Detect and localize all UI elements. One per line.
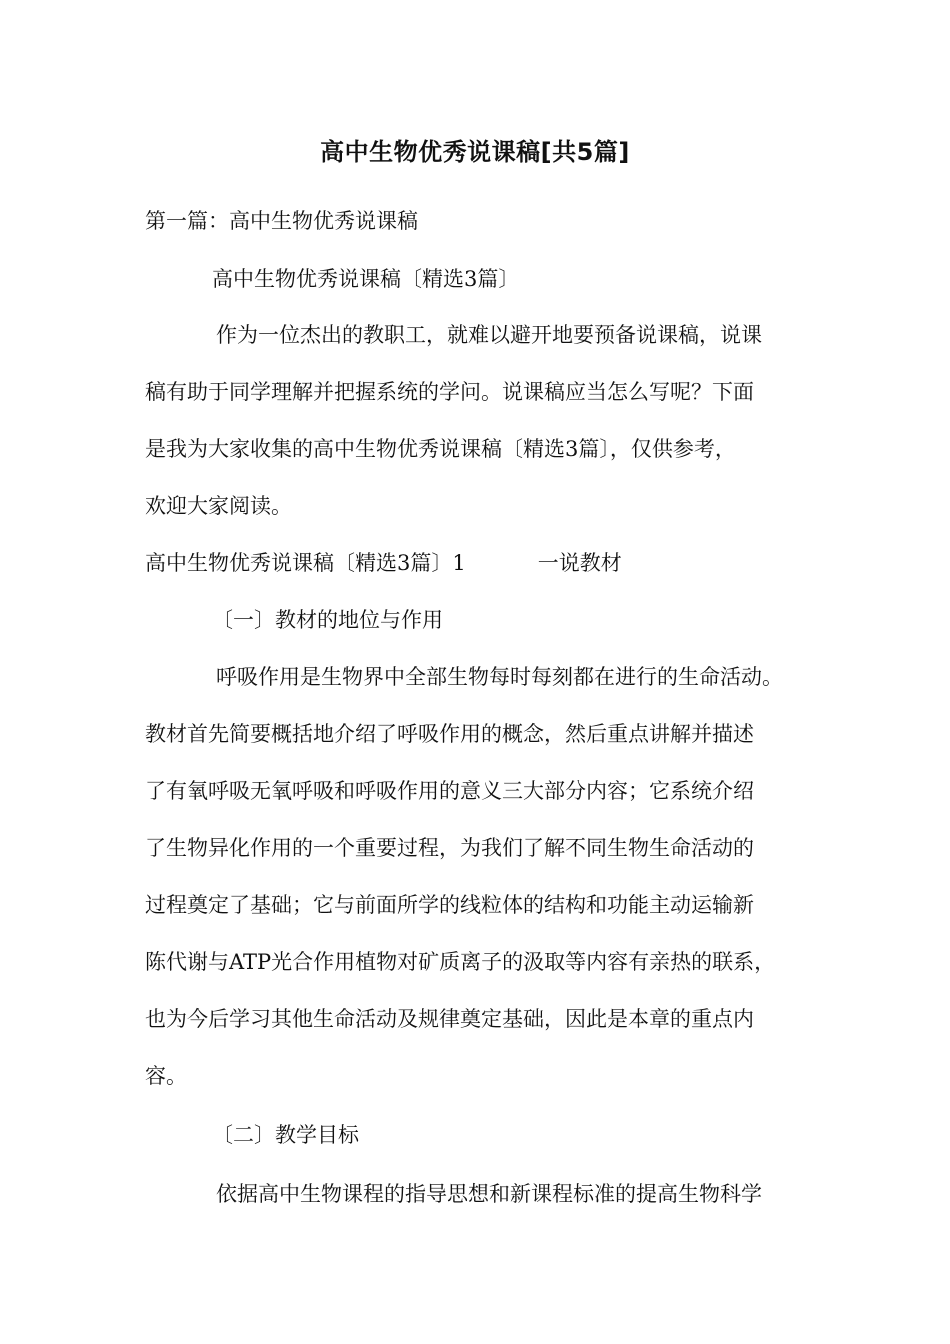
paragraph-line: 教材首先简要概括地介绍了呼吸作用的概念，然后重点讲解并描述: [145, 722, 754, 746]
paragraph-line: 是我为大家收集的高中生物优秀说课稿〔精选3篇〕，仅供参考，: [145, 437, 736, 461]
paragraph-line: 容。: [145, 1064, 187, 1088]
subsection-heading: 〔二〕教学目标: [212, 1123, 359, 1147]
paragraph-line: 欢迎大家阅读。: [145, 494, 292, 518]
subheading: 高中生物优秀说课稿〔精选3篇〕: [212, 267, 520, 291]
section-heading-row: [145, 548, 622, 578]
section-subheading: 一说教材: [537, 551, 622, 575]
paragraph-line: 稿有助于同学理解并把握系统的学问。说课稿应当怎么写呢？下面: [145, 380, 754, 404]
paragraph-line: 了生物异化作用的一个重要过程，为我们了解不同生物生命活动的: [145, 836, 754, 860]
section-heading: 高中生物优秀说课稿〔精选3篇〕1: [145, 551, 466, 575]
paragraph-line: 依据高中生物课程的指导思想和新课程标准的提高生物科学: [216, 1182, 762, 1206]
chapter-heading: 第一篇：高中生物优秀说课稿: [145, 209, 418, 233]
paragraph-line: 陈代谢与ATP光合作用植物对矿质离子的汲取等内容有亲热的联系，: [145, 950, 776, 974]
subsection-heading: 〔一〕教材的地位与作用: [212, 608, 443, 632]
paragraph-line: 也为今后学习其他生命活动及规律奠定基础，因此是本章的重点内: [145, 1007, 754, 1031]
paragraph-line: 呼吸作用是生物界中全部生物每时每刻都在进行的生命活动。: [216, 665, 783, 689]
document-title: 高中生物优秀说课稿[共5篇]: [320, 138, 630, 166]
paragraph-line: 作为一位杰出的教职工，就难以避开地要预备说课稿，说课: [216, 323, 762, 347]
paragraph-line: 了有氧呼吸无氧呼吸和呼吸作用的意义三大部分内容；它系统介绍: [145, 779, 754, 803]
paragraph-line: 过程奠定了基础；它与前面所学的线粒体的结构和功能主动运输新: [145, 893, 754, 917]
